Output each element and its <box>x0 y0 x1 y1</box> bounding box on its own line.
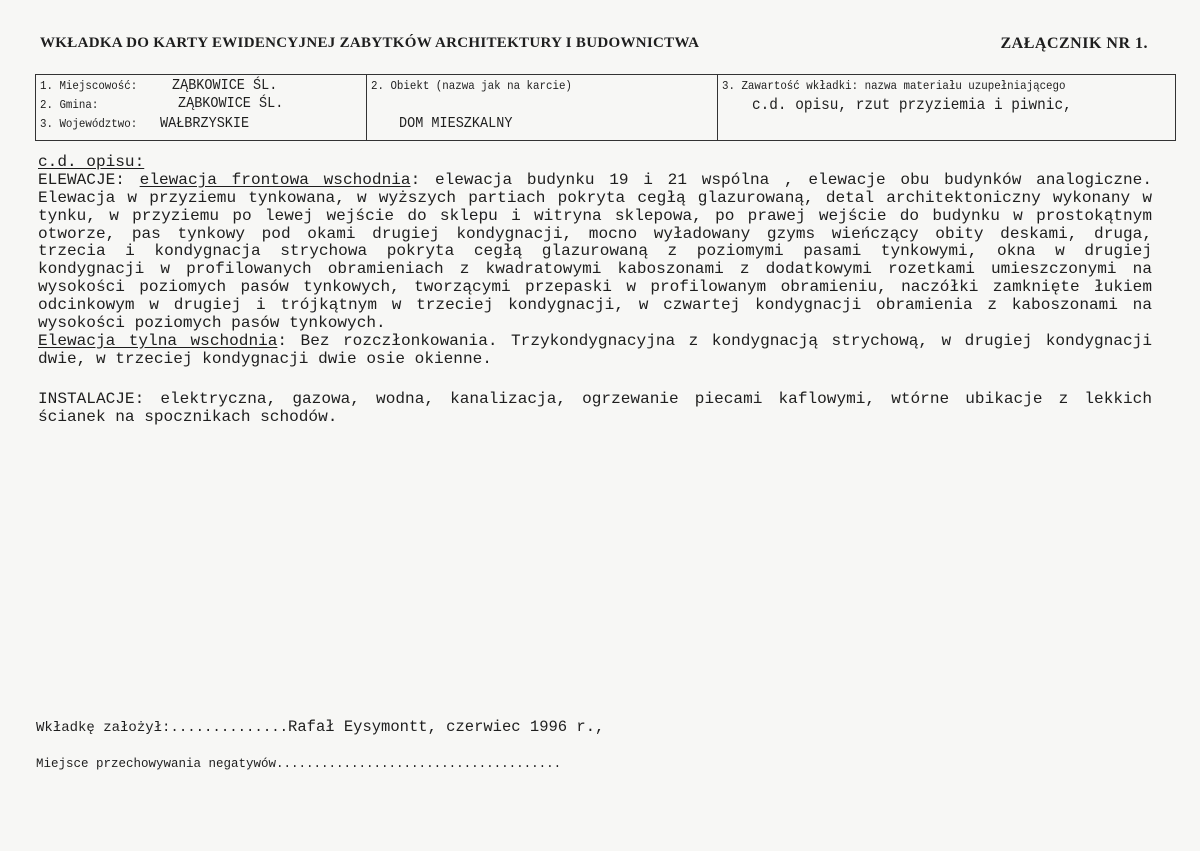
contents-label: 3. Zawartość wkładki: nazwa materiału uzupełniającego <box>722 79 1066 93</box>
text-line: wysokości poziomych pasów tynkowych. <box>38 314 386 333</box>
object-value: DOM MIESZKALNY <box>399 115 513 132</box>
contents-value: c.d. opisu, rzut przyziemia i piwnic, <box>752 96 1072 114</box>
description-body <box>38 154 1152 426</box>
rear-elevation-heading: Elewacja tylna wschodnia <box>38 331 278 350</box>
text-line <box>38 333 1152 351</box>
author-label: Wkładkę założył:.............. <box>36 720 289 736</box>
commune-label: 2. Gmina: <box>40 98 99 112</box>
text-line: odcinkowym w drugiej i trójkątnym w trzeciej kondygnacji, w czwartej kondygnacji obramienia z kaboszonami na <box>38 296 1152 315</box>
annex-number: ZAŁĄCZNIK NR 1. <box>1000 35 1148 52</box>
info-box <box>35 74 1176 141</box>
locality-value: ZĄBKOWICE ŚL. <box>172 77 278 94</box>
text-line: wysokości poziomych pasów tynkowych, tworzącymi przepaski w profilowanym obramieniu, naczółki zamknięte łukiem <box>38 278 1152 297</box>
text-line: INSTALACJE: elektryczna, gazowa, wodna, kanalizacja, ogrzewanie piecami kaflowymi, wtórne ubikacje z lekkich <box>38 389 1152 408</box>
text-span: : elewacja budynku 19 i 21 wspólna , elewacje obu budynków analogiczne. <box>410 170 1152 189</box>
text-line: Elewacja w przyziemu tynkowana, w wyższych partiach pokryta cegłą glazurowaną, detal architektoniczny wykonany w <box>38 188 1152 207</box>
object-column <box>367 75 718 140</box>
author-value: Rafał Eysymontt, czerwiec 1996 r., <box>288 718 605 736</box>
text-line <box>38 172 1152 190</box>
locality-label: 1. Miejscowość: <box>40 79 138 93</box>
front-elevation-heading: elewacja frontowa wschodnia <box>139 170 411 189</box>
object-label: 2. Obiekt (nazwa jak na karcie) <box>371 79 572 93</box>
contents-column <box>718 75 1175 140</box>
document-title: WKŁADKA DO KARTY EWIDENCYJNEJ ZABYTKÓW ARCHITEKTURY I BUDOWNICTWA <box>40 35 700 51</box>
voivodeship-value: WAŁBRZYSKIE <box>160 115 250 132</box>
location-column <box>36 75 367 140</box>
negatives-location: Miejsce przechowywania negatywów...................................... <box>36 757 562 771</box>
author-line <box>36 718 604 736</box>
text-line: otworze, pas tynkowy pod okami drugiej kondygnacji, mocno wyładowany gzyms wieńczący obity deskami, druga, <box>38 224 1152 243</box>
text-line: ścianek na spocznikach schodów. <box>38 407 338 426</box>
section-heading: c.d. opisu: <box>38 153 145 171</box>
text-span: : Bez rozczłonkowania. Trzykondygnacyjna z kondygnacją strychową, w drugiej kondygnacji <box>277 331 1152 350</box>
commune-value: ZĄBKOWICE ŚL. <box>178 95 284 112</box>
text-line: kondygnacji w profilowanych obramieniach z kwadratowymi kaboszonami z dodatkowymi rozetkami umieszczonymi na <box>38 260 1152 279</box>
text-line: tynku, w przyziemu po lewej wejście do sklepu i witryna sklepowa, po prawej wejście do budynku w prostokątnym <box>38 206 1152 225</box>
elevations-label: ELEWACJE: <box>38 170 140 189</box>
voivodeship-label: 3. Województwo: <box>40 117 138 131</box>
text-line: dwie, w trzeciej kondygnacji dwie osie okienne. <box>38 349 492 368</box>
text-line: trzecia i kondygnacja strychowa pokryta cegłą glazurowaną z poziomymi pasami tynkowymi, okna w drugiej <box>38 242 1152 261</box>
